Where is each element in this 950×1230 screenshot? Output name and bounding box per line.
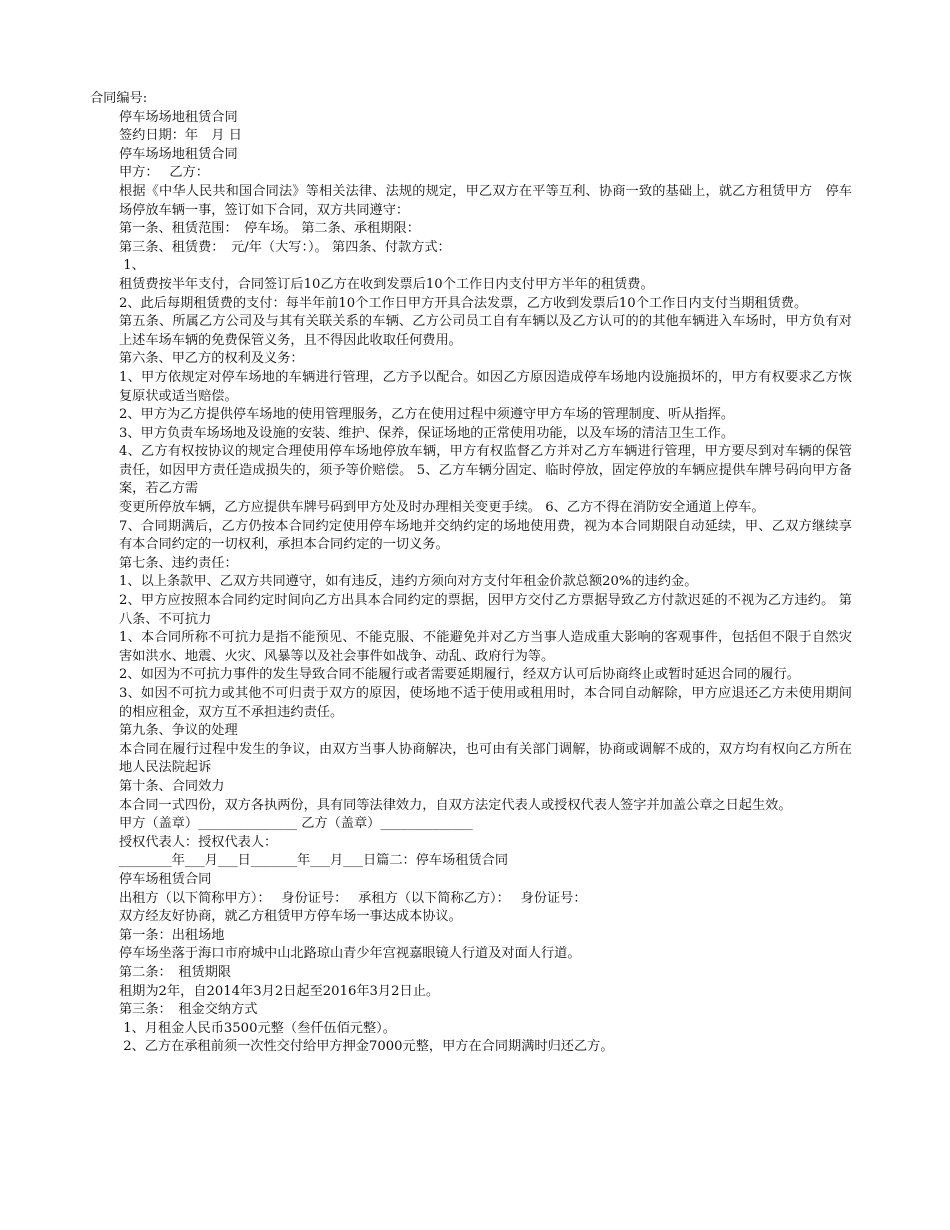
article-9-heading: 第九条、争议的处理 [119, 723, 238, 739]
legal-basis-paragraph: 根据《中华人民共和国合同法》等相关法律、法规的规定，甲乙双方在平等互利、协商一致的基础上，就乙方租赁甲方 停车场停放车辆一事，签订如下合同，双方共同遵守： [119, 183, 852, 218]
second-contract-article-3-item-1: 1、月租金人民币3500元整（叁仟伍佰元整）。 [119, 1020, 396, 1036]
force-majeure-item-1: 1、本合同所称不可抗力是指不能预见、不能克服、不能避免并对乙方当事人造成重大影响的客观事件，包括但不限于自然灾害如洪水、地震、火灾、风暴等以及社会事件如战争、动乱、政府行为等。 [119, 630, 852, 664]
rights-item-4: 4、乙方有权按协议的规定合理使用停车场地停放车辆，甲方有权监督乙方并对乙方车辆进行管理，甲方要尽到对车辆的保管责任，如因甲方责任造成损失的，须予等价赔偿。 5、乙方车辆分固定、临时停放，固定停放的车辆应提供车牌号码向甲方备案，若乙方需 [119, 444, 852, 497]
rights-item-3: 3、甲方负责车场场地及设施的安装、维护、保养，保证场地的正常使用功能，以及车场的清洁卫生工作。 [119, 425, 735, 441]
parties-line: 甲方： 乙方： [119, 165, 209, 181]
article-10-heading: 第十条、合同效力 [119, 778, 225, 794]
payment-paragraph-1: 租赁费按半年支付，合同签订后10乙方在收到发票后10个工作日内支付甲方半年的租赁费。 [119, 276, 654, 292]
article-9-paragraph: 本合同在履行过程中发生的争议，由双方当事人协商解决，也可由有关部门调解，协商或调解不成的，双方均有权向乙方所在地人民法院起诉 [119, 741, 852, 776]
article-3-4-line: 第三条、租赁费： 元/年（大写：）。 第四条、付款方式： [119, 239, 451, 255]
second-contract-article-3-item-2: 2、乙方在承租前须一次性交付给甲方押金7000元整，甲方在合同期满时归还乙方。 [119, 1039, 614, 1055]
payment-paragraph-2: 2、此后每期租赁费的支付：每半年前10个工作日甲方开具合法发票，乙方收到发票后10个工作日内支付当期租赁费。 [119, 295, 808, 311]
payment-item-1-label: 1、 [119, 258, 145, 274]
article-5-paragraph: 第五条、所属乙方公司及与其有关联关系的车辆、乙方公司员工自有车辆以及乙方认可的的其他车辆进入车场时，甲方负有对上述车场车辆的免费保管义务，且不得因此收取任何费用。 [119, 314, 852, 348]
force-majeure-item-3: 3、如因不可抗力或其他不可归责于双方的原因，使场地不适于使用或租用时，本合同自动解除，甲方应退还乙方未使用期间的相应租金，双方互不承担违约责任。 [119, 686, 852, 720]
second-contract-article-2-text: 租期为2年，自2014年3月2日起至2016年3月2日止。 [119, 983, 440, 999]
article-10-paragraph: 本合同一式四份，双方各执两份，具有同等法律效力，自双方法定代表人或授权代表人签字并加盖公章之日起生效。 [119, 797, 792, 813]
force-majeure-item-2: 2、如因为不可抗力事件的发生导致合同不能履行或者需要延期履行，经双方认可后协商终止或暂时延迟合同的履行。 [119, 667, 800, 683]
contract-number-label: 合同编号: [90, 91, 148, 106]
second-contract-title: 停车场租赁合同 [119, 871, 212, 887]
breach-item-2: 2、甲方应按照本合同约定时间向乙方出具本合同约定的票据，因甲方交付乙方票据导致乙方付款迟延的不视为乙方违约。 第八条、不可抗力 [119, 593, 852, 627]
second-contract-intro: 双方经友好协商，就乙方租赁甲方停车场一事达成本协议。 [119, 909, 462, 925]
contract-title: 停车场场地租赁合同 [119, 109, 238, 125]
signature-stamp-line: 甲方（盖章）_______________ 乙方（盖章）______________ [119, 816, 473, 832]
rights-item-5-6: 变更所停放车辆，乙方应提供车牌号码到甲方处及时办理相关变更手续。 6、乙方不得在消防安全通道上停车。 [119, 500, 765, 516]
contract-document [90, 90, 852, 1057]
signature-date-line: ________年___月___日_______年___月___日篇二：停车场租赁合同 [119, 853, 509, 869]
rights-item-2: 2、甲方为乙方提供停车场地的使用管理服务，乙方在使用过程中须遵守甲方车场的管理制度、听从指挥。 [119, 407, 735, 423]
authorized-representative-line: 授权代表人：授权代表人： [119, 834, 278, 850]
second-contract-article-3: 第三条： 租金交纳方式 [119, 1002, 258, 1018]
article-7-heading: 第七条、违约责任： [119, 555, 238, 571]
second-contract-article-2: 第二条： 租赁期限 [119, 964, 232, 980]
rights-item-1: 1、甲方依规定对停车场地的车辆进行管理，乙方予以配合。如因乙方原因造成停车场地内设施损坏的，甲方有权要求乙方恢复原状或适当赔偿。 [119, 369, 852, 404]
breach-item-1: 1、以上条款甲、乙双方共同遵守，如有违反，违约方须向对方支付年租金价款总额20%的违约金。 [119, 574, 698, 590]
signing-date: 签约日期：年 月 日 [119, 128, 242, 144]
rights-item-7: 7、合同期满后，乙方仍按本合同约定使用停车场地并交纳约定的场地使用费，视为本合同期限自动延续，甲、乙双方继续享有本合同约定的一切权利，承担本合同约定的一切义务。 [119, 518, 852, 553]
article-6-heading: 第六条、甲乙方的权利及义务： [119, 351, 304, 367]
second-contract-article-1: 第一条：出租场地 [119, 927, 225, 943]
article-1-2-line: 第一条、租赁范围： 停车场。 第二条、承租期限： [119, 221, 420, 237]
second-contract-parties: 出租方（以下简称甲方）： 身份证号： 承租方（以下简称乙方）： 身份证号： [119, 890, 587, 906]
second-contract-article-1-text: 停车场坐落于海口市府城中山北路琼山青少年宫视嘉眼镜人行道及对面人行道。 [119, 946, 581, 962]
contract-title-repeat: 停车场场地租赁合同 [119, 146, 238, 162]
